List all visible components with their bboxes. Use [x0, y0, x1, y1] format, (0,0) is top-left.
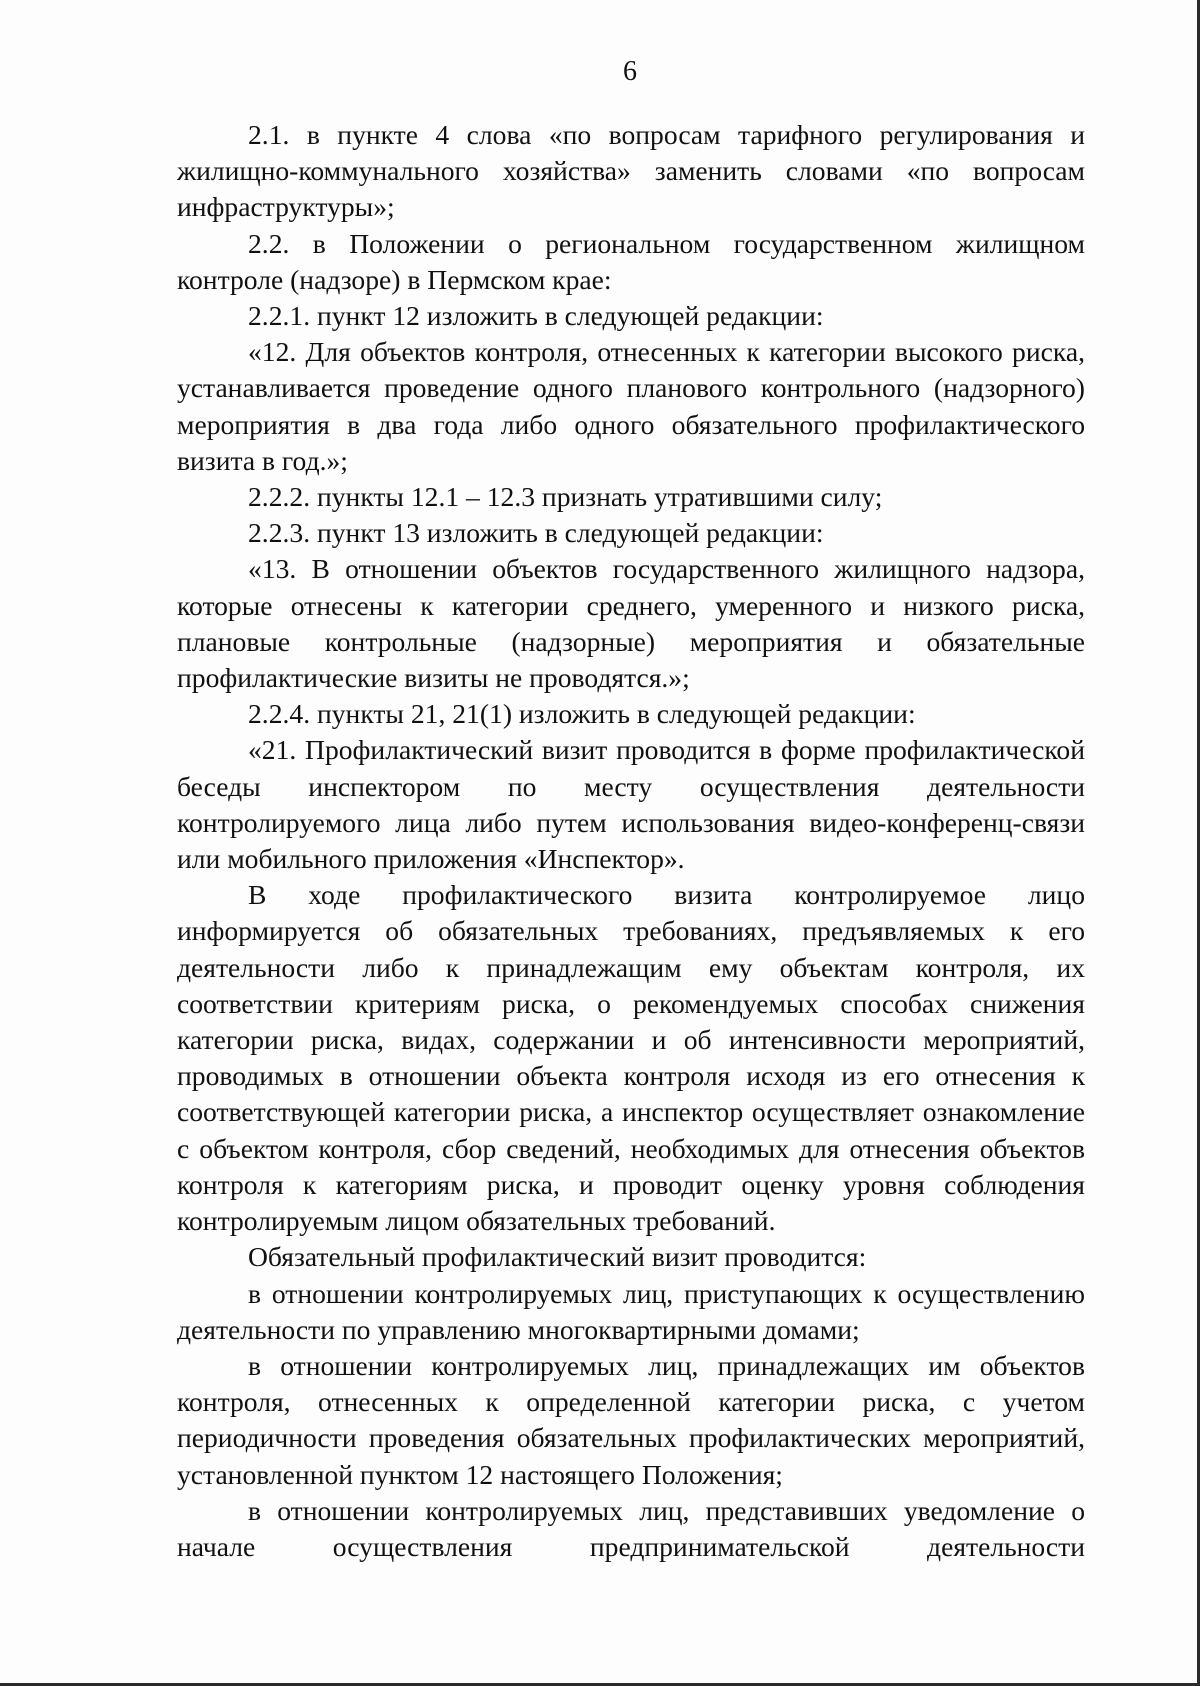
paragraph-visit-details: В ходе профилактического визита контролируемое лицо информируется об обязательных требованиях, предъявляемых к его деятельности либо к принадлежащим ему объектам контроля, их соответствии критериям риска, о рекомендуемых способах снижения категории риска, видах, содержании и об интенсивности мероприятий, проводимых в отношении объекта контроля исходя из его отнесения к соответствующей категории риска, а инспектор осуществляет ознакомление с объектом контроля, сбор сведений, необходимых для отнесения объектов контроля к категориям риска, и проводит оценку уровня соблюдения контролируемым лицом обязательных требований.	[177, 879, 1085, 1237]
paragraph-2-2-1: 2.2.1. пункт 12 изложить в следующей редакции:	[248, 300, 824, 332]
paragraph-list-item-3: в отношении контролируемых лиц, представивших уведомление о начале осуществления предпринимательской деятельности	[177, 1494, 1085, 1562]
document-body	[177, 117, 1085, 1565]
paragraph-list-item-1: в отношении контролируемых лиц, приступающих к осуществлению деятельности по управлению многоквартирными домами;	[177, 1277, 1085, 1345]
paragraph-quote-21: «21. Профилактический визит проводится в форме профилактической беседы инспектором по месту осуществления деятельности контролируемого лица либо путем использования видео-конференц-связи или мобильного приложения «Инспектор».	[177, 734, 1085, 875]
paragraph-2-2-4: 2.2.4. пункты 21, 21(1) изложить в следующей редакции:	[248, 698, 916, 730]
paragraph-list-item-2: в отношении контролируемых лиц, принадлежащих им объектов контроля, отнесенных к определенной категории риска, с учетом периодичности проведения обязательных профилактических мероприятий, установленной пунктом 12 настоящего Положения;	[177, 1349, 1085, 1490]
paragraph-2-2: 2.2. в Положении о региональном государственном жилищном контроле (надзоре) в Пермском крае:	[177, 227, 1085, 295]
paragraph-2-1: 2.1. в пункте 4 слова «по вопросам тарифного регулирования и жилищно-коммунального хозяйства» заменить словами «по вопросам инфраструктуры»;	[177, 119, 1085, 223]
paragraph-2-2-2: 2.2.2. пункты 12.1 – 12.3 признать утратившими силу;	[248, 481, 883, 513]
paragraph-2-2-3: 2.2.3. пункт 13 изложить в следующей редакции:	[248, 517, 824, 549]
paragraph-mandatory-visit: Обязательный профилактический визит проводится:	[248, 1241, 867, 1273]
paragraph-quote-12: «12. Для объектов контроля, отнесенных к категории высокого риска, устанавливается проведение одного планового контрольного (надзорного) мероприятия в два года либо одного обязательного профилактического визита в год.»;	[177, 336, 1085, 476]
paragraph-quote-13: «13. В отношении объектов государственного жилищного надзора, которые отнесены к категории среднего, умеренного и низкого риска, плановые контрольные (надзорные) мероприятия и обязательные профилактические визиты не проводятся.»;	[177, 553, 1085, 694]
page-number: 6	[623, 56, 637, 87]
